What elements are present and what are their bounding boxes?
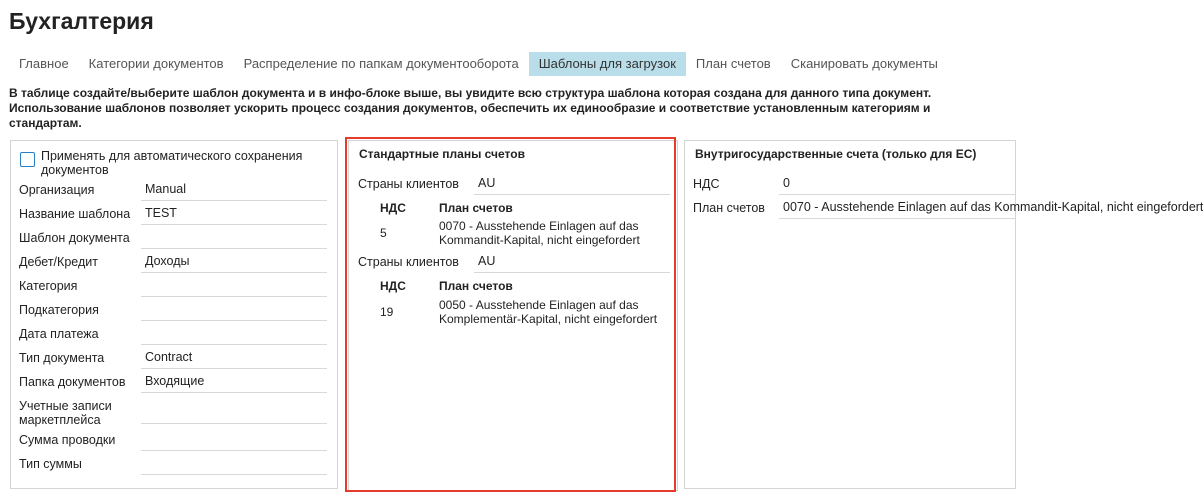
- domestic-accounts-panel: [684, 140, 1203, 489]
- document-template-value[interactable]: [141, 228, 327, 249]
- posting-amount-value[interactable]: [141, 430, 327, 451]
- amount-type-value[interactable]: [141, 454, 327, 475]
- payment-date-value[interactable]: [141, 324, 327, 345]
- client-countries-value[interactable]: AU: [474, 252, 670, 273]
- vat-value: 19: [380, 305, 394, 319]
- tab-main[interactable]: Главное: [19, 56, 69, 71]
- client-countries-value[interactable]: AU: [474, 174, 670, 195]
- category-value[interactable]: [141, 276, 327, 297]
- panel-title: Стандартные планы счетов: [359, 147, 525, 161]
- field-label: НДС: [693, 177, 720, 191]
- debit-credit-value[interactable]: Доходы: [141, 252, 327, 273]
- plan-header: План счетов: [439, 201, 513, 215]
- field-label: Страны клиентов: [358, 255, 459, 269]
- subcategory-value[interactable]: [141, 300, 327, 321]
- field-label: Название шаблона: [19, 207, 131, 221]
- domestic-vat-value[interactable]: 0: [779, 174, 1015, 195]
- field-label: Учетные записи маркетплейса: [19, 399, 112, 427]
- panel-title: Внутригосударственные счета (только для ЕС): [695, 147, 977, 161]
- plan-header: План счетов: [439, 279, 513, 293]
- template-panel: [10, 140, 338, 489]
- tab-folder-distribution[interactable]: Распределение по папкам документооборота: [243, 56, 519, 71]
- field-label: Тип суммы: [19, 457, 82, 471]
- vat-header: НДС: [380, 279, 406, 293]
- field-label: Организация: [19, 183, 95, 197]
- field-label: Папка документов: [19, 375, 126, 389]
- tab-bar: [9, 52, 948, 76]
- document-folder-value[interactable]: Входящие: [141, 372, 327, 393]
- auto-save-label: Применять для автоматического сохранения документов: [41, 149, 303, 177]
- field-label: Сумма проводки: [19, 433, 116, 447]
- field-label: Категория: [19, 279, 78, 293]
- organization-value[interactable]: Manual: [141, 180, 327, 201]
- domestic-plan-value[interactable]: 0070 - Ausstehende Einlagen auf das Kommandit-Kapital, nicht eingefordert: [779, 198, 1015, 219]
- auto-save-checkbox[interactable]: [20, 152, 35, 167]
- field-label: Дебет/Кредит: [19, 255, 98, 269]
- intro-text: В таблице создайте/выберите шаблон документа и в инфо-блоке выше, вы увидите всю структура шаблона которая создана для данного типа документ. Использование шаблонов позволяет ускорить процесс создания документов, обеспечить их единообразие и соответствие установленным категориям и стандартам.: [9, 86, 932, 130]
- field-label: Тип документа: [19, 351, 105, 365]
- auto-save-option[interactable]: [20, 149, 311, 177]
- page-title: Бухгалтерия: [9, 8, 154, 34]
- tab-upload-templates[interactable]: Шаблоны для загрузок: [529, 52, 686, 76]
- tab-chart-of-accounts[interactable]: План счетов: [695, 56, 771, 71]
- field-label: План счетов: [693, 201, 765, 215]
- field-label: Подкатегория: [19, 303, 99, 317]
- tab-document-categories[interactable]: Категории документов: [88, 56, 224, 71]
- standard-plans-panel: [348, 140, 678, 491]
- field-label: Шаблон документа: [19, 231, 130, 245]
- field-label: Дата платежа: [19, 327, 99, 341]
- plan-value: 0050 - Ausstehende Einlagen auf das Komplementär-Kapital, nicht eingefordert: [439, 298, 658, 326]
- plan-value: 0070 - Ausstehende Einlagen auf das Kommandit-Kapital, nicht eingefordert: [439, 219, 640, 247]
- document-type-value[interactable]: Contract: [141, 348, 327, 369]
- vat-value: 5: [380, 226, 387, 240]
- marketplace-accounts-value[interactable]: [141, 403, 327, 424]
- template-name-value[interactable]: TEST: [141, 204, 327, 225]
- vat-header: НДС: [380, 201, 406, 215]
- tab-scan-documents[interactable]: Сканировать документы: [790, 56, 938, 71]
- field-label: Страны клиентов: [358, 177, 459, 191]
